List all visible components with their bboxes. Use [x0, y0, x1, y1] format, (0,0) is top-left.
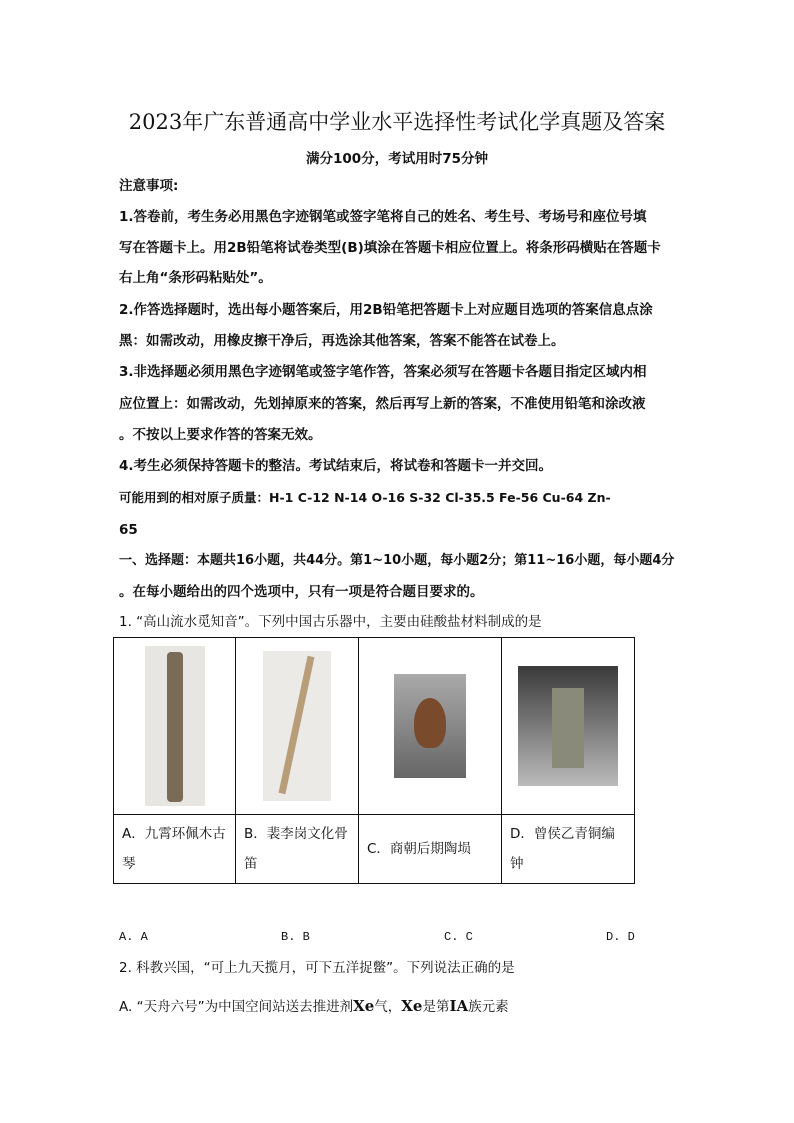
notes-heading: 注意事项: [119, 178, 179, 194]
option-a[interactable]: A. A [119, 930, 148, 944]
note-line: 3.非选择题必须用黑色字迹钢笔或签字笔作答，答案必须写在答题卡各题目指定区域内相 [119, 364, 647, 380]
option-d[interactable]: D. D [606, 930, 635, 944]
image-cell [502, 638, 635, 815]
note-line: 黑：如需改动，用橡皮擦干净后，再选涂其他答案，答案不能答在试卷上。 [119, 333, 565, 349]
note-line: 。不按以上要求作答的答案无效。 [119, 427, 322, 443]
question-2-stem: 2. 科教兴国，“可上九天揽月，可下五洋捉鳖”。下列说法正确的是 [119, 960, 515, 976]
atomic-mass-line: 可能用到的相对原子质量：H-1 C-12 N-14 O-16 S-32 Cl-35.5 Fe-56 Cu-64 Zn- [119, 490, 611, 505]
note-line: 1.答卷前，考生务必用黑色字迹钢笔或签字笔将自己的姓名、考生号、考场号和座位号填 [119, 209, 647, 225]
question-1-stem: 1. “高山流水觅知音”。下列中国古乐器中，主要由硅酸盐材料制成的是 [119, 614, 542, 630]
note-line: 应位置上：如需改动，先划掉原来的答案，然后再写上新的答案，不准使用铅笔和涂改液 [119, 396, 646, 412]
option-cell-a: A．九霄环佩木古 琴 [114, 815, 236, 884]
image-cell [359, 638, 502, 815]
option-b[interactable]: B. B [281, 930, 310, 944]
guqin-image [145, 646, 205, 806]
subtitle: 满分100分，考试用时75分钟 [306, 151, 488, 167]
instrument-table [113, 637, 635, 884]
section-heading: 一、选择题：本题共16小题，共44分。第1~10小题，每小题2分；第11~16小题，每小题4分 [119, 553, 675, 568]
bone-flute-image [263, 651, 331, 801]
atomic-mass-line: 65 [119, 522, 138, 538]
option-c[interactable]: C. C [444, 930, 473, 944]
option-cell-d: D．曾侯乙青铜编 钟 [502, 815, 635, 884]
option-cell-b: B．裴李岗文化骨 笛 [236, 815, 359, 884]
image-cell [114, 638, 236, 815]
option-cell-c: C．商朝后期陶埙 [359, 815, 502, 884]
note-line: 4.考生必须保持答题卡的整洁。考试结束后，将试卷和答题卡一并交回。 [119, 458, 553, 474]
image-cell [236, 638, 359, 815]
question-2-option-a[interactable]: A. “天舟六号”为中国空间站送去推进剂Xe气，Xe是第IA族元素 [119, 997, 509, 1015]
section-heading: 。在每小题给出的四个选项中，只有一项是符合题目要求的。 [119, 584, 484, 600]
note-line: 右上角“条形码粘贴处”。 [119, 270, 272, 286]
note-line: 2.作答选择题时，选出每小题答案后，用2B铅笔把答题卡上对应题目选项的答案信息点涂 [119, 302, 653, 318]
pottery-xun-image [394, 674, 466, 778]
page-title: 2023年广东普通高中学业水平选择性考试化学真题及答案 [128, 110, 666, 134]
bronze-bell-image [518, 666, 618, 786]
note-line: 写在答题卡上。用2B铅笔将试卷类型(B)填涂在答题卡相应位置上。将条形码横贴在答题卡 [119, 240, 661, 256]
